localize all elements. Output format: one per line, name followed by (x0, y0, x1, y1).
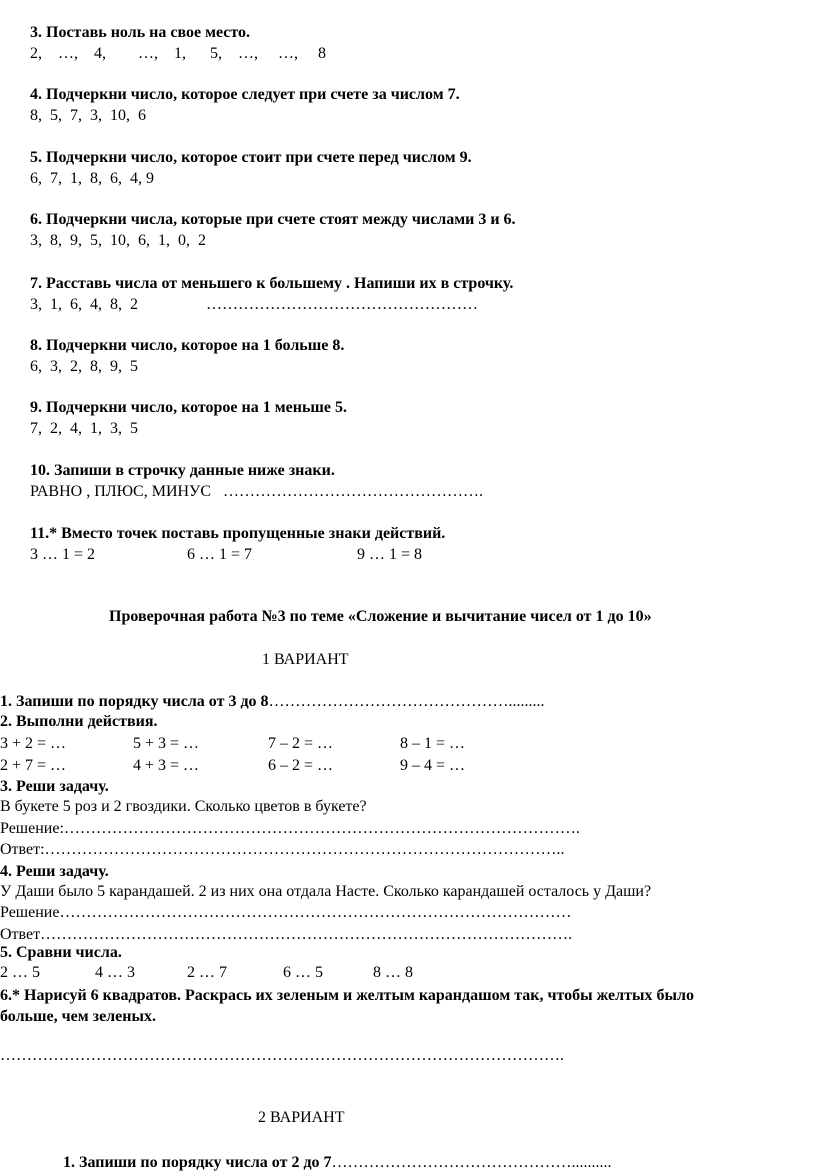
eq: 6 – 2 = … (268, 757, 334, 774)
cmp: 6 … 5 (283, 964, 323, 981)
eq: 2 + 7 = … (0, 757, 67, 774)
question-5-numbers: 6, 7, 1, 8, 6, 4, 9 (30, 170, 154, 187)
question-8-numbers: 6, 3, 2, 8, 9, 5 (30, 358, 138, 375)
eq: 8 – 1 = … (400, 735, 466, 752)
question-5: 5. Подчеркни число, которое стоит при счете перед числом 9. (30, 149, 472, 166)
variant-1-heading: 1 ВАРИАНТ (262, 651, 349, 668)
v1-q6: 6.* Нарисуй 6 квадратов. Раскрась их зеленым и желтым карандашом так, чтобы желтых было (0, 987, 694, 1004)
test-title: Проверочная работа №3 по теме «Сложение и вычитание чисел от 1 до 10» (109, 608, 652, 625)
v1-q1-label: 1. Запиши по порядку числа от 3 до 8 (0, 693, 269, 710)
eq: 9 – 4 = … (400, 757, 466, 774)
v1-q3-answer: Ответ:…………………………………………………………………………………….. (0, 841, 565, 858)
answer-line: ……………………………………………………………………………………………. (0, 1047, 564, 1064)
cmp: 8 … 8 (373, 964, 413, 981)
question-7-numbers: 3, 1, 6, 4, 8, 2 …………………………………………… (30, 296, 478, 313)
v1-q1 (0, 692, 545, 712)
eq: 5 + 3 = … (133, 735, 200, 752)
v1-q4-solution: Решение…………………………………………………………………………………… (0, 904, 572, 921)
v2-q1-label: 1. Запиши по порядку числа от 2 до 7 (63, 1154, 332, 1171)
question-3-numbers: 2, …, 4, …, 1, 5, …, …, 8 (30, 45, 326, 62)
v1-q3: 3. Реши задачу. (0, 778, 109, 795)
q11-item: 6 … 1 = 7 (187, 546, 253, 563)
v1-q5: 5. Сравни числа. (0, 944, 122, 961)
variant-2-heading: 2 ВАРИАНТ (258, 1109, 345, 1126)
v1-q6-cont: больше, чем зеленых. (0, 1008, 156, 1025)
eq: 4 + 3 = … (133, 757, 200, 774)
cmp: 2 … 5 (0, 964, 40, 981)
question-10-numbers: РАВНО , ПЛЮС, МИНУС …………………………………………. (30, 483, 484, 500)
question-6-numbers: 3, 8, 9, 5, 10, 6, 1, 0, 2 (30, 232, 206, 249)
question-7: 7. Расставь числа от меньшего к большему . Напиши их в строчку. (30, 275, 514, 292)
question-4-numbers: 8, 5, 7, 3, 10, 6 (30, 107, 146, 124)
v1-q4: 4. Реши задачу. (0, 863, 109, 880)
question-9-numbers: 7, 2, 4, 1, 3, 5 (30, 420, 138, 437)
eq: 7 – 2 = … (268, 735, 334, 752)
v1-q4-answer: Ответ………………………………………………………………………………………. (0, 926, 573, 943)
question-10: 10. Запиши в строчку данные ниже знаки. (30, 462, 335, 479)
question-8: 8. Подчеркни число, которое на 1 больше 8. (30, 337, 345, 354)
answer-line: ……………………………………….......... (331, 1154, 612, 1171)
eq: 3 + 2 = … (0, 735, 67, 752)
v1-q2: 2. Выполни действия. (0, 713, 158, 730)
question-3: 3. Поставь ноль на свое место. (30, 24, 251, 41)
question-9: 9. Подчеркни число, которое на 1 меньше 5. (30, 399, 348, 416)
question-4: 4. Подчеркни число, которое следует при счете за числом 7. (30, 86, 460, 103)
answer-line: ………………………………………......... (268, 693, 545, 710)
cmp: 4 … 3 (95, 964, 135, 981)
question-6: 6. Подчеркни числа, которые при счете стоят между числами 3 и 6. (30, 211, 516, 228)
v1-q3-text: В букете 5 роз и 2 гвоздики. Сколько цветов в букете? (0, 798, 367, 815)
cmp: 2 … 7 (187, 964, 227, 981)
v1-q4-text: У Даши было 5 карандашей. 2 из них она отдала Насте. Сколько карандашей осталось у Даши? (0, 883, 652, 900)
q11-item: 9 … 1 = 8 (357, 546, 423, 563)
v1-q3-solution: Решение:……………………………………………………………………………………. (0, 820, 580, 837)
v2-q1 (63, 1153, 612, 1173)
question-11: 11.* Вместо точек поставь пропущенные знаки действий. (30, 525, 446, 542)
q11-item: 3 … 1 = 2 (30, 546, 96, 563)
